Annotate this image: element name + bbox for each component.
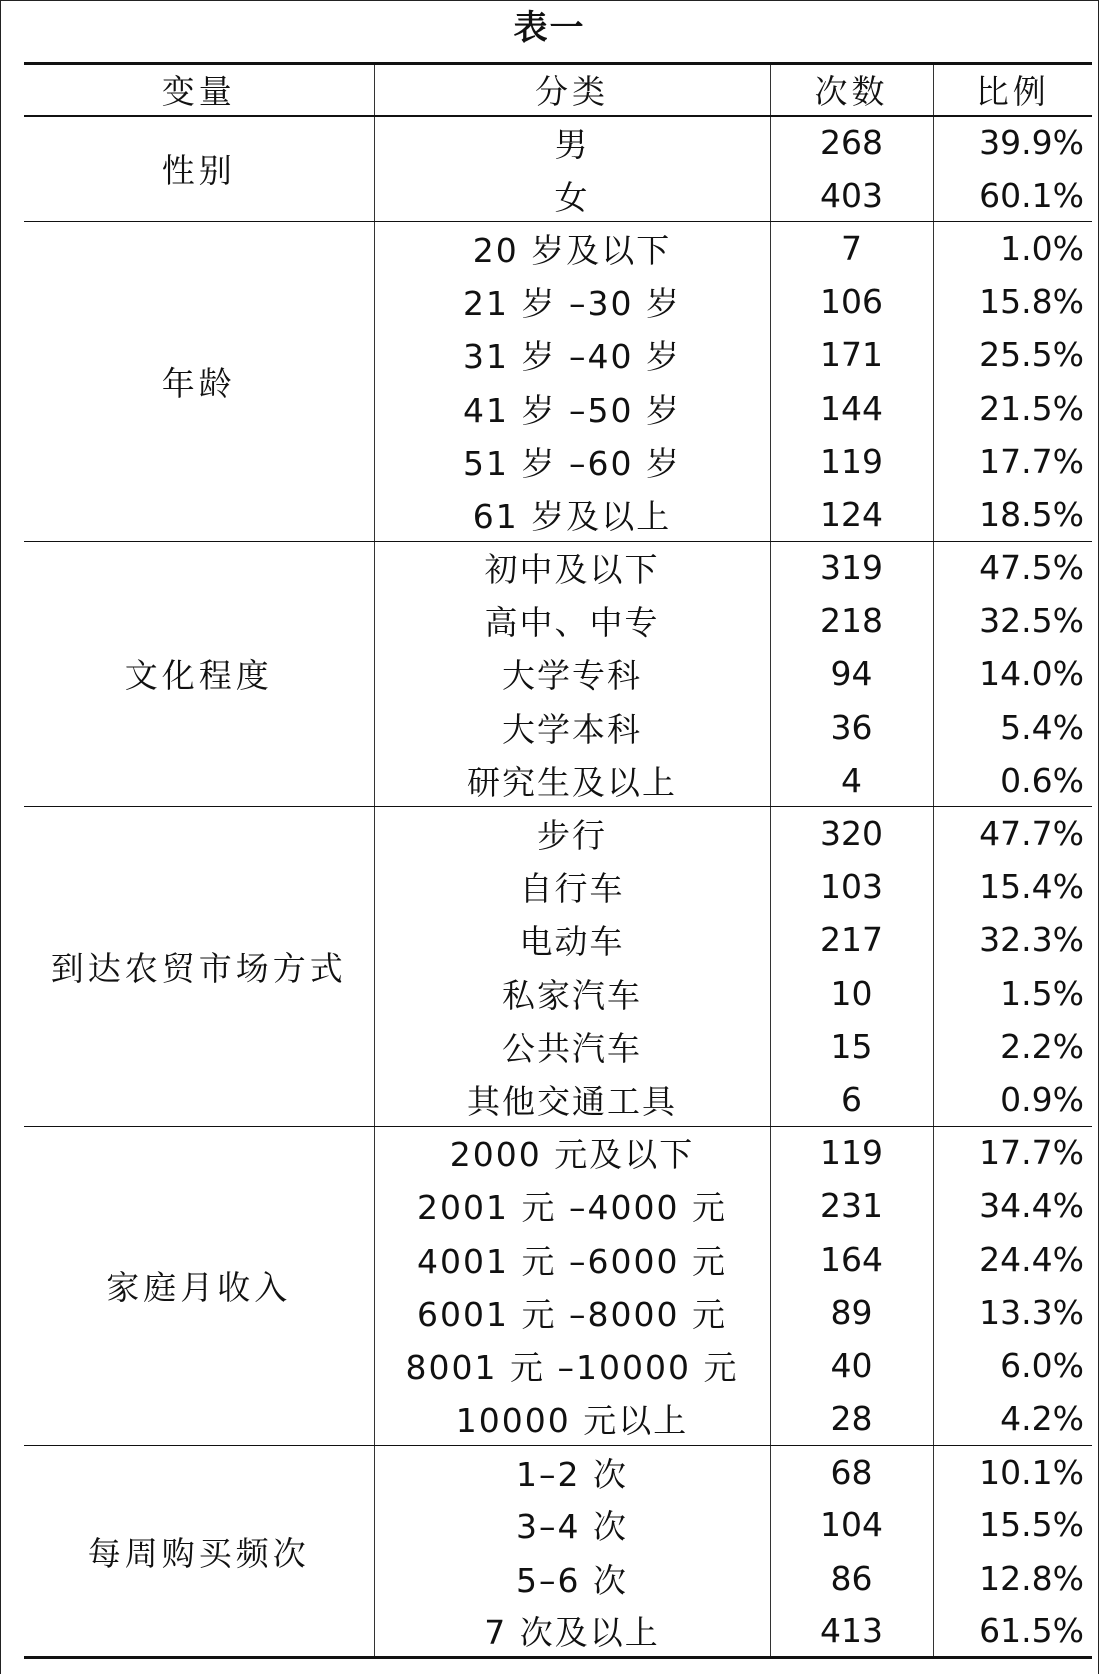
count-cell: 218 (770, 594, 933, 647)
variable-cell: 每周购买频次 (24, 1445, 374, 1658)
percent-cell: 13.3% (933, 1286, 1092, 1339)
count-cell: 89 (770, 1286, 933, 1339)
count-cell: 7 (770, 222, 933, 275)
category-cell: 电动车 (374, 913, 770, 966)
table-row (24, 541, 1092, 594)
category-cell: 2001 元 –4000 元 (374, 1179, 770, 1232)
category-cell: 步行 (374, 807, 770, 860)
category-cell: 61 岁及以上 (374, 488, 770, 541)
count-cell: 124 (770, 488, 933, 541)
category-cell: 8001 元 –10000 元 (374, 1339, 770, 1392)
header-row (24, 64, 1092, 116)
table-body (24, 116, 1092, 1658)
category-cell: 私家汽车 (374, 967, 770, 1020)
percent-cell: 15.4% (933, 860, 1092, 913)
count-cell: 231 (770, 1179, 933, 1232)
category-cell: 其他交通工具 (374, 1073, 770, 1126)
header-category: 分类 (374, 64, 770, 116)
percent-cell: 1.0% (933, 222, 1092, 275)
count-cell: 103 (770, 860, 933, 913)
category-cell: 大学专科 (374, 647, 770, 700)
percent-cell: 61.5% (933, 1605, 1092, 1658)
percent-cell: 6.0% (933, 1339, 1092, 1392)
percent-cell: 4.2% (933, 1392, 1092, 1445)
count-cell: 320 (770, 807, 933, 860)
percent-cell: 39.9% (933, 116, 1092, 169)
count-cell: 4 (770, 754, 933, 807)
table-row (24, 222, 1092, 275)
count-cell: 28 (770, 1392, 933, 1445)
count-cell: 171 (770, 328, 933, 381)
count-cell: 403 (770, 169, 933, 222)
table-row (24, 1445, 1092, 1498)
category-cell: 7 次及以上 (374, 1605, 770, 1658)
percent-cell: 25.5% (933, 328, 1092, 381)
percent-cell: 1.5% (933, 967, 1092, 1020)
category-cell: 自行车 (374, 860, 770, 913)
variable-cell: 性别 (24, 116, 374, 222)
count-cell: 15 (770, 1020, 933, 1073)
percent-cell: 47.5% (933, 541, 1092, 594)
variable-cell: 家庭月收入 (24, 1126, 374, 1445)
count-cell: 144 (770, 381, 933, 434)
category-cell: 公共汽车 (374, 1020, 770, 1073)
count-cell: 164 (770, 1232, 933, 1285)
count-cell: 10 (770, 967, 933, 1020)
percent-cell: 12.8% (933, 1552, 1092, 1605)
count-cell: 319 (770, 541, 933, 594)
percent-cell: 21.5% (933, 381, 1092, 434)
category-cell: 高中、中专 (374, 594, 770, 647)
category-cell: 2000 元及以下 (374, 1126, 770, 1179)
count-cell: 217 (770, 913, 933, 966)
percent-cell: 15.5% (933, 1498, 1092, 1551)
count-cell: 94 (770, 647, 933, 700)
count-cell: 68 (770, 1445, 933, 1498)
percent-cell: 60.1% (933, 169, 1092, 222)
variable-cell: 到达农贸市场方式 (24, 807, 374, 1126)
count-cell: 413 (770, 1605, 933, 1658)
category-cell: 女 (374, 169, 770, 222)
percent-cell: 32.3% (933, 913, 1092, 966)
percent-cell: 5.4% (933, 701, 1092, 754)
category-cell: 20 岁及以下 (374, 222, 770, 275)
percent-cell: 0.6% (933, 754, 1092, 807)
table-row (24, 1126, 1092, 1179)
category-cell: 6001 元 –8000 元 (374, 1286, 770, 1339)
category-cell: 3–4 次 (374, 1498, 770, 1551)
category-cell: 41 岁 –50 岁 (374, 381, 770, 434)
statistics-table (24, 62, 1092, 1659)
count-cell: 40 (770, 1339, 933, 1392)
count-cell: 86 (770, 1552, 933, 1605)
percent-cell: 32.5% (933, 594, 1092, 647)
category-cell: 21 岁 –30 岁 (374, 275, 770, 328)
count-cell: 6 (770, 1073, 933, 1126)
table-row (24, 116, 1092, 169)
percent-cell: 0.9% (933, 1073, 1092, 1126)
category-cell: 10000 元以上 (374, 1392, 770, 1445)
category-cell: 1–2 次 (374, 1445, 770, 1498)
count-cell: 36 (770, 701, 933, 754)
header-variable: 变量 (24, 64, 374, 116)
percent-cell: 47.7% (933, 807, 1092, 860)
percent-cell: 34.4% (933, 1179, 1092, 1232)
percent-cell: 15.8% (933, 275, 1092, 328)
percent-cell: 18.5% (933, 488, 1092, 541)
count-cell: 119 (770, 1126, 933, 1179)
percent-cell: 14.0% (933, 647, 1092, 700)
percent-cell: 17.7% (933, 435, 1092, 488)
variable-cell: 文化程度 (24, 541, 374, 807)
count-cell: 104 (770, 1498, 933, 1551)
category-cell: 男 (374, 116, 770, 169)
table-title: 表一 (513, 8, 586, 48)
variable-cell: 年龄 (24, 222, 374, 541)
category-cell: 4001 元 –6000 元 (374, 1232, 770, 1285)
percent-cell: 24.4% (933, 1232, 1092, 1285)
count-cell: 268 (770, 116, 933, 169)
category-cell: 5–6 次 (374, 1552, 770, 1605)
percent-cell: 2.2% (933, 1020, 1092, 1073)
header-percent: 比例 (933, 64, 1092, 116)
count-cell: 119 (770, 435, 933, 488)
header-count: 次数 (770, 64, 933, 116)
category-cell: 大学本科 (374, 701, 770, 754)
percent-cell: 10.1% (933, 1445, 1092, 1498)
percent-cell: 17.7% (933, 1126, 1092, 1179)
table-row (24, 807, 1092, 860)
category-cell: 初中及以下 (374, 541, 770, 594)
category-cell: 31 岁 –40 岁 (374, 328, 770, 381)
count-cell: 106 (770, 275, 933, 328)
category-cell: 51 岁 –60 岁 (374, 435, 770, 488)
category-cell: 研究生及以上 (374, 754, 770, 807)
